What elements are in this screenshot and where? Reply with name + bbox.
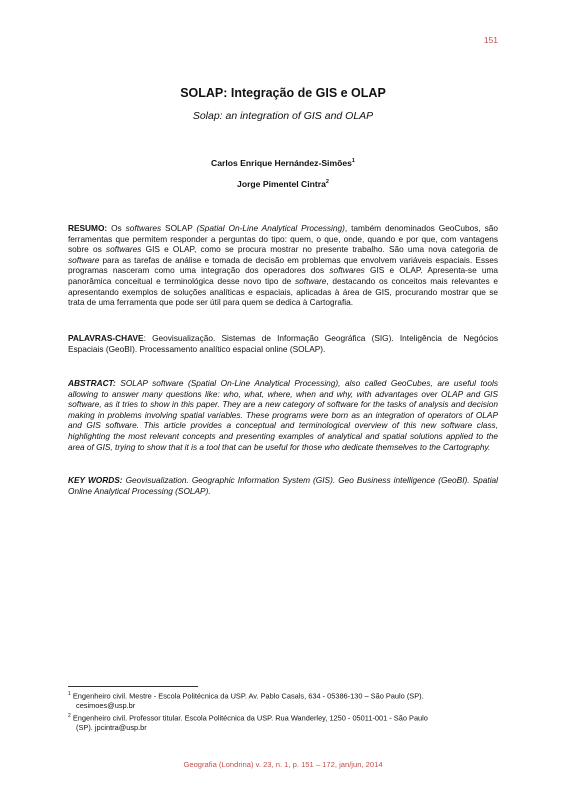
abstract-paragraph [68,378,498,452]
journal-citation-footer: Geografia (Londrina) v. 23, n. 1, p. 151 – 172, jan/jun, 2014 [183,760,383,769]
resumo-text: GIS e OLAP. Apresenta-se uma panorâmica conceitual e terminológica desse novo tipo de [68,265,498,286]
footnote-mark: 1 [68,691,71,697]
author-name: Jorge Pimentel Cintra [237,179,326,189]
footnote-text: Engenheiro civil. Professor titular. Escola Politécnica da USP. Rua Wanderley, 1250 - 05011-001 - São Paulo [70,713,428,723]
resumo-text: softwares [105,244,142,255]
resumo-text: , também denominados GeoCubos, são ferramentas que permitem responder a perguntas do tipo: quem, o que, onde, quando e por que, com vantagens sobre os [68,223,499,255]
resumo-text: para as tarefas de análise e tomada de decisão em problemas que envolvem variáveis espaciais. Esses programas nasceram como uma integração dos operadores dos [68,254,498,276]
resumo-text: , destacando os conceitos mais relevantes e apresentando exemplos de soluções analíticas e espaciais, aplicadas à área de GIS, procurando mostrar que se trata de uma ferramenta que pode ser útil para quem se dedica à Cartografia. [68,275,499,308]
palavras-chave-text: : Geovisualização. Sistemas de Informação Geográfica (SIG). Inteligência de Negócios Espaciais (GeoBI). Processamento analítico espacial online (SOLAP). [68,333,498,354]
resumo-paragraph [68,223,498,308]
resumo-text: (Spatial On-Line Analytical Processing) [196,223,345,233]
resumo-text: softwares [329,265,365,276]
resumo-text: software [295,275,327,286]
resumo-text: Os [107,223,126,233]
palavras-chave-paragraph [68,333,498,354]
footnote-2 [68,712,498,733]
author-1 [0,158,566,168]
resumo-text: software [68,254,100,265]
author-name: Carlos Enrique Hernández-Simões [211,158,352,168]
author-footnote-mark[interactable]: 1 [351,158,355,165]
keywords-text: Geovisualization. Geographic Information System (GIS). Geo Business intelligence (GeoBI). Spatial Online Analytical Processing (SOLAP). [68,475,498,496]
resumo-text: softwares [125,223,162,233]
paper-title: SOLAP: Integração de GIS e OLAP [180,86,386,100]
resumo-label: RESUMO: [68,223,108,233]
paper-subtitle: Solap: an integration of GIS and OLAP [192,110,374,122]
footnote-email-link[interactable]: cesimoes@usp.br [76,701,136,711]
footnote-text: Engenheiro civil. Mestre - Escola Politécnica da USP. Av. Pablo Casals, 634 - 05386-130 – São Paulo (SP). [70,691,424,701]
keywords-label: KEY WORDS: [68,475,123,485]
resumo-text: GIS e OLAP, como se procura mostrar no presente trabalho. São uma nova categoria de [141,244,498,255]
keywords-paragraph [68,475,498,496]
footnote-1 [68,690,498,711]
abstract-label: ABSTRACT: [68,378,116,388]
palavras-chave-label: PALAVRAS-CHAVE [68,333,144,343]
page-number: 151 [483,35,498,45]
footnote-divider [68,686,198,687]
author-2 [0,179,566,189]
resumo-text: SOLAP [161,223,197,233]
footnote-mark: 2 [68,713,71,719]
footnote-email-link[interactable]: (SP). jpcintra@usp.br [76,723,147,733]
abstract-text: SOLAP software (Spatial On-Line Analytical Processing), also called GeoCubes, are useful tools allowing to answer many questions like: who, what, where, when and why, with advantages over OLAP and GIS software, as it tries to show in this paper. They are a new category of software for the tasks of analysis and decision making in problems involving spatial variables. These programs were born as an integration of operators of OLAP and GIS software. This article provides a conceptual and terminological overview of this new software class, highlighting the most relevant concepts and presenting examples of analytical and spatial solutions applied to the area of GIS, trying to show that it is a tool that can be useful for those who dedicate themselves to the Cartography. [68,378,498,452]
author-footnote-mark[interactable]: 2 [325,179,329,186]
